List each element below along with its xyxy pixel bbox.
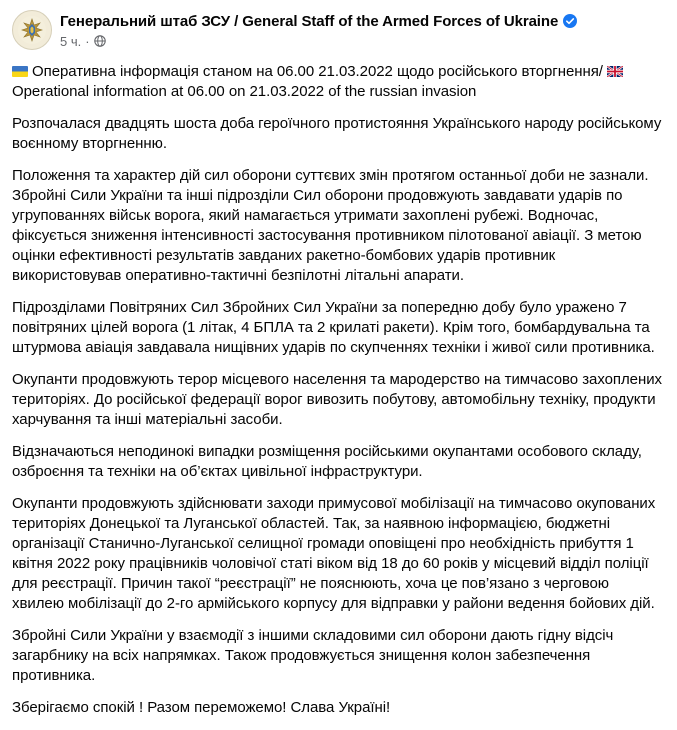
verified-badge-icon (563, 14, 577, 28)
post-paragraph (12, 62, 662, 102)
post-paragraph: Положення та характер дій сил оборони суттєвих змін протягом останньої доби не зазнали. Збройні Сили України та інші підрозділи Сил оборони продовжують завдавати ударів по угрупованнях військ ворога, який намагається утримати захоплені рубежі. Водночас, фіксується зниження інтенсивності застосування противником пілотованої авіації. З метою оцінки ефективності результатів завданих ракетно-бомбових ударів противник використовував оперативно-тактичні безпілотні літальні апарати. (12, 167, 649, 284)
post-paragraph-ua-heading: Оперативна інформація станом на 06.00 21.03.2022 щодо російського вторгнення/ (32, 63, 603, 80)
meta-separator: · (85, 33, 90, 49)
page-name[interactable]: Генеральний штаб ЗСУ / General Staff of the Armed Forces of Ukraine (60, 12, 559, 30)
post-paragraph: Відзначаються неподинокі випадки розміщення російськими окупантами особового складу, озброєння та техніки на об’єктах цивільної інфраструктури. (12, 443, 642, 480)
post-paragraph: Підрозділами Повітряних Сил Збройних Сил України за попередню добу було уражено 7 повітряних цілей ворога (1 літак, 4 БПЛА та 2 крилаті ракети). Крім того, бомбардувальна та штурмова авіація завдавала нищівних ударів по скупченнях техніки і живої сили противника. (12, 299, 655, 356)
ukraine-flag-icon (12, 66, 28, 77)
globe-icon[interactable] (94, 35, 106, 47)
post-paragraph-en-heading: Operational information at 06.00 on 21.03.2022 of the russian invasion (12, 83, 477, 100)
post-paragraph: Окупанти продовжують здійснювати заходи примусової мобілізації на тимчасово окупованих територіях Донецької та Луганської областей. Так, за наявною інформацією, бюджетні організації Станично-Луганської селищної громади оповіщені про необхідність прибуття 1 квітня 2022 року працівників чоловічої статі віком від 18 до 60 років у місцевий відділ поліції для реєстрації. Причин такої “реєстрації” не пояснюють, хоча це пов’язано з черговою хвилею мобілізації до 2-го армійського корпусу для відправки у райони ведення бойових дій. (12, 495, 656, 612)
page-avatar[interactable] (12, 10, 52, 50)
post-paragraph: Окупанти продовжують терор місцевого населення та мародерство на тимчасово захоплених територіях. До російської федерації ворог вивозить побутову, автомобільну техніку, продукти харчування та інші матеріальні засоби. (12, 371, 662, 428)
uk-flag-icon (607, 63, 623, 74)
author-row (60, 10, 577, 32)
post-paragraph: Збройні Сили України у взаємодії з іншими складовими сил оборони дають гідну відсіч загарбнику на всіх напрямках. Також продовжується знищення колон забезпечення противника. (12, 627, 614, 684)
post-timestamp[interactable]: 5 ч. (60, 33, 82, 49)
post-header (12, 10, 577, 54)
post-paragraph: Розпочалася двадцять шоста доба героїчного протистояння Українського народу російському воєнному вторгненню. (12, 115, 662, 152)
post-body (12, 62, 662, 730)
post-meta (60, 32, 577, 50)
post-header-text (60, 10, 577, 50)
armed-forces-emblem-icon (17, 15, 47, 45)
post-paragraph: Зберігаємо спокій ! Разом переможемо! Слава Україні! (12, 699, 391, 716)
